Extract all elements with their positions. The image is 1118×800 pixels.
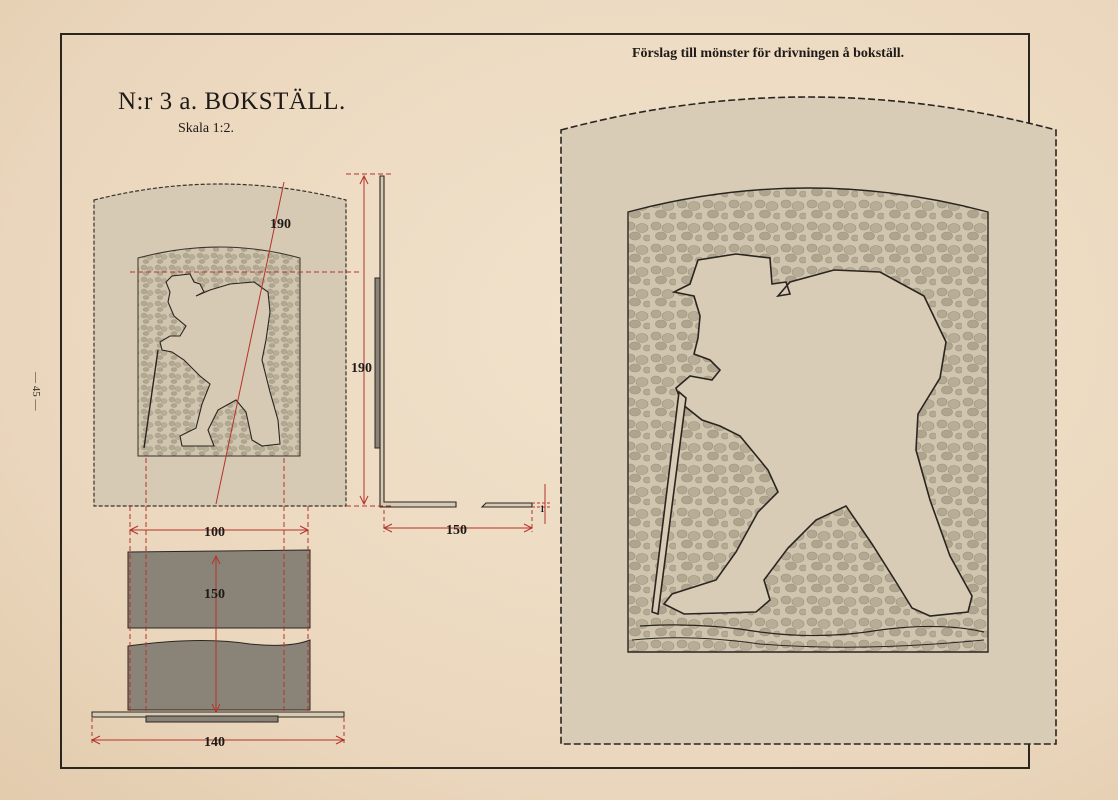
dimension-front-width: 100 xyxy=(204,525,225,540)
dimension-foot-length: 150 xyxy=(204,587,225,602)
dimension-front-height: 190 xyxy=(270,217,291,232)
page-number: — 45 — xyxy=(30,372,42,411)
dimension-base-width: 140 xyxy=(204,735,225,750)
side-view-profile xyxy=(375,176,532,507)
dimension-side-height: 190 xyxy=(351,361,372,376)
dimension-thickness: 1 xyxy=(540,504,545,514)
pattern-caption: Förslag till mönster för drivningen å bokställ. xyxy=(632,46,905,61)
page-title: N:r 3 a. BOKSTÄLL. xyxy=(118,88,346,115)
dimension-plate-length: 150 xyxy=(446,523,467,538)
scale-subtitle: Skala 1:2. xyxy=(178,121,234,136)
